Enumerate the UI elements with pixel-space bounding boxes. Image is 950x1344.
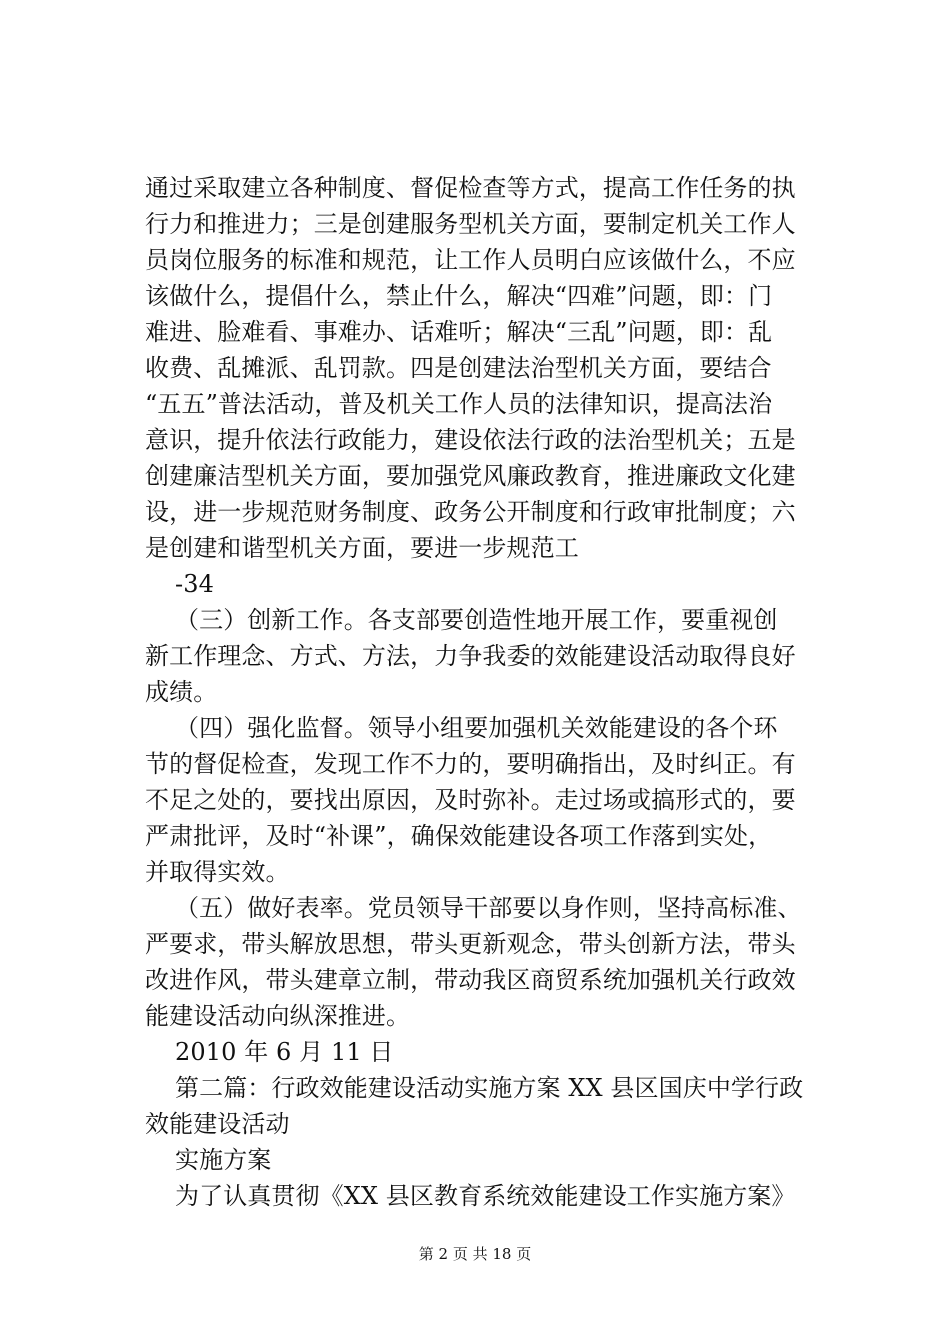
section-subtitle: 实施方案 — [175, 1146, 272, 1174]
text-line: 能建设活动向纵深推进。 — [145, 1002, 411, 1030]
text-line: （五）做好表率。党员领导干部要以身作则，坚持高标准、 — [175, 894, 802, 922]
text-line: 难进、脸难看、事难办、话难听；解决“三乱”问题，即：乱 — [145, 318, 773, 346]
page-footer: 第 2 页 共 18 页 — [418, 1245, 532, 1263]
text-line: 意识，提升依法行政能力，建设依法行政的法治型机关；五是 — [145, 426, 796, 454]
page-marker: -34 — [175, 570, 214, 598]
text-line: 收费、乱摊派、乱罚款。四是创建法治型机关方面，要结合 — [145, 354, 772, 382]
text-line: 严肃批评，及时“补课”，确保效能建设各项工作落到实处， — [145, 822, 773, 850]
text-line: 行力和推进力；三是创建服务型机关方面，要制定机关工作人 — [145, 210, 796, 238]
section-heading-continued: 效能建设活动 — [145, 1110, 290, 1138]
text-line: 并取得实效。 — [145, 858, 290, 886]
text-line: 新工作理念、方式、方法，力争我委的效能建设活动取得良好 — [145, 642, 796, 670]
section-heading: 第二篇：行政效能建设活动实施方案 XX 县区国庆中学行政 — [175, 1074, 804, 1102]
text-line: 严要求，带头解放思想，带头更新观念，带头创新方法，带头 — [145, 930, 796, 958]
text-line: 创建廉洁型机关方面，要加强党风廉政教育，推进廉政文化建 — [145, 462, 796, 490]
text-line: 为了认真贯彻《XX 县区教育系统效能建设工作实施方案》 — [175, 1182, 796, 1210]
text-line: “五五”普法活动，普及机关工作人员的法律知识，提高法治 — [145, 390, 773, 418]
text-line: 改进作风，带头建章立制，带动我区商贸系统加强机关行政效 — [145, 966, 796, 994]
text-line: 成绩。 — [145, 678, 218, 706]
text-line: 通过采取建立各种制度、督促检查等方式，提高工作任务的执 — [145, 174, 796, 202]
text-line: 不足之处的，要找出原因，及时弥补。走过场或搞形式的，要 — [145, 786, 796, 814]
text-line: 是创建和谐型机关方面，要进一步规范工 — [145, 534, 579, 562]
text-line: 员岗位服务的标准和规范，让工作人员明白应该做什么，不应 — [145, 246, 796, 274]
date-line: 2010 年 6 月 11 日 — [175, 1038, 394, 1066]
text-line: （三）创新工作。各支部要创造性地开展工作，要重视创 — [175, 606, 778, 634]
text-line: （四）强化监督。领导小组要加强机关效能建设的各个环 — [175, 714, 778, 742]
text-line: 设，进一步规范财务制度、政务公开制度和行政审批制度；六 — [145, 498, 796, 526]
text-line: 该做什么，提倡什么，禁止什么，解决“四难”问题，即：门 — [145, 282, 773, 310]
text-line: 节的督促检查，发现工作不力的，要明确指出，及时纠正。有 — [145, 750, 796, 778]
